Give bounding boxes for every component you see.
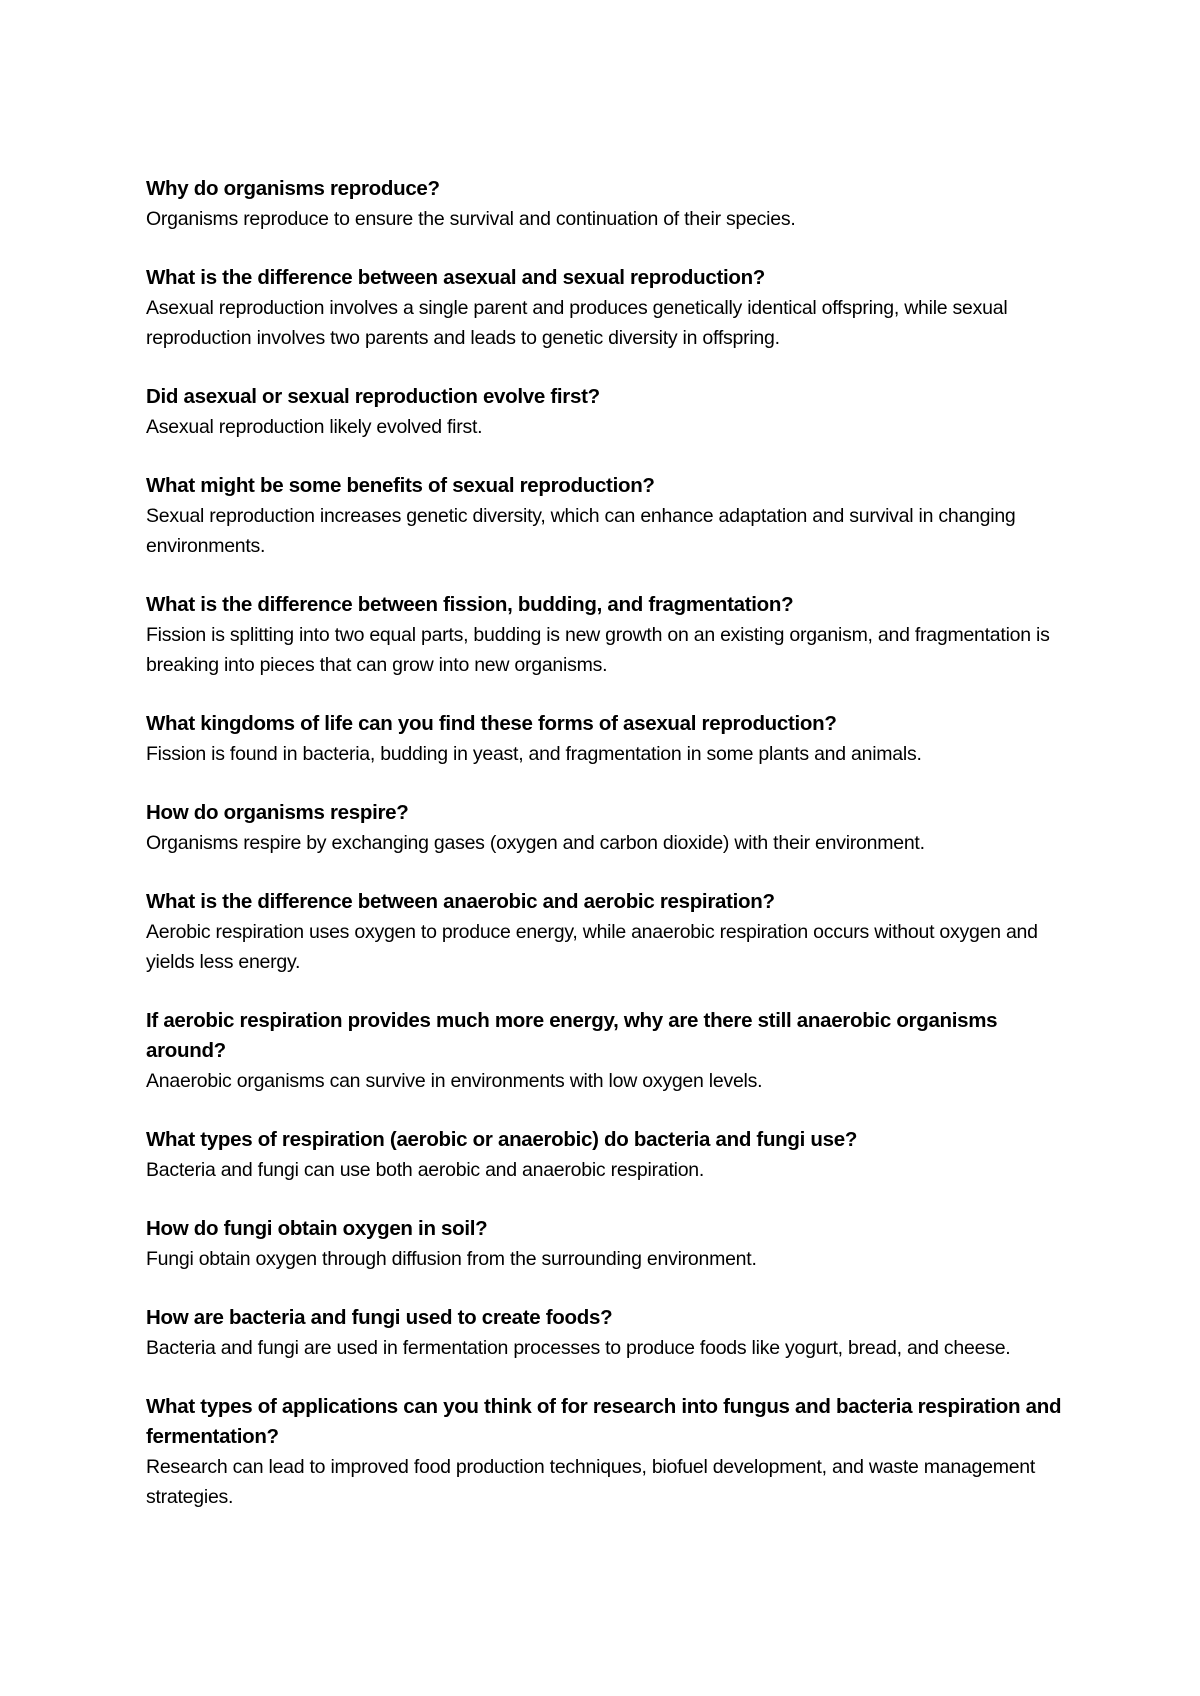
answer-text: Fission is found in bacteria, budding in yeast, and fragmentation in some plants and animals. [146,743,922,765]
question-heading: Did asexual or sexual reproduction evolve first? [146,385,600,408]
qa-item [146,1214,1076,1274]
answer-text: Organisms respire by exchanging gases (oxygen and carbon dioxide) with their environment. [146,832,925,854]
qa-item [146,1006,1076,1096]
qa-item [146,382,1076,442]
answer-text: Bacteria and fungi are used in fermentation processes to produce foods like yogurt, bread, and cheese. [146,1337,1011,1359]
question-heading: What types of respiration (aerobic or anaerobic) do bacteria and fungi use? [146,1128,858,1151]
question-heading: How do fungi obtain oxygen in soil? [146,1217,488,1240]
question-heading: Why do organisms reproduce? [146,177,440,200]
document-page [146,174,1076,1541]
qa-item [146,1303,1076,1363]
answer-text: Fungi obtain oxygen through diffusion from the surrounding environment. [146,1248,757,1270]
qa-item [146,590,1076,680]
question-heading: What kingdoms of life can you find these forms of asexual reproduction? [146,712,837,735]
qa-item [146,263,1076,353]
answer-text: Sexual reproduction increases genetic diversity, which can enhance adaptation and survival in changing environments. [146,505,1016,557]
answer-text: Research can lead to improved food production techniques, biofuel development, and waste management strategies. [146,1456,1036,1508]
qa-item [146,798,1076,858]
question-heading: What is the difference between anaerobic and aerobic respiration? [146,890,775,913]
answer-text: Fission is splitting into two equal parts, budding is new growth on an existing organism, and fragmentation is breaking into pieces that can grow into new organisms. [146,624,1050,676]
answer-text: Organisms reproduce to ensure the survival and continuation of their species. [146,208,796,230]
question-heading: What types of applications can you think of for research into fungus and bacteria respiration and fermentation? [146,1395,1062,1448]
qa-item [146,471,1076,561]
answer-text: Aerobic respiration uses oxygen to produce energy, while anaerobic respiration occurs without oxygen and yields less energy. [146,921,1038,973]
answer-text: Anaerobic organisms can survive in environments with low oxygen levels. [146,1070,763,1092]
question-heading: What is the difference between asexual and sexual reproduction? [146,266,766,289]
question-heading: What might be some benefits of sexual reproduction? [146,474,655,497]
question-heading: If aerobic respiration provides much more energy, why are there still anaerobic organisms around? [146,1009,998,1062]
answer-text: Asexual reproduction involves a single parent and produces genetically identical offspring, while sexual reproduction involves two parents and leads to genetic diversity in offspring. [146,297,1008,349]
qa-item [146,174,1076,234]
qa-item [146,1125,1076,1185]
question-heading: How do organisms respire? [146,801,409,824]
question-heading: How are bacteria and fungi used to create foods? [146,1306,613,1329]
qa-item [146,709,1076,769]
answer-text: Asexual reproduction likely evolved first. [146,416,483,438]
question-heading: What is the difference between fission, budding, and fragmentation? [146,593,794,616]
answer-text: Bacteria and fungi can use both aerobic and anaerobic respiration. [146,1159,705,1181]
qa-item [146,1392,1076,1512]
qa-item [146,887,1076,977]
